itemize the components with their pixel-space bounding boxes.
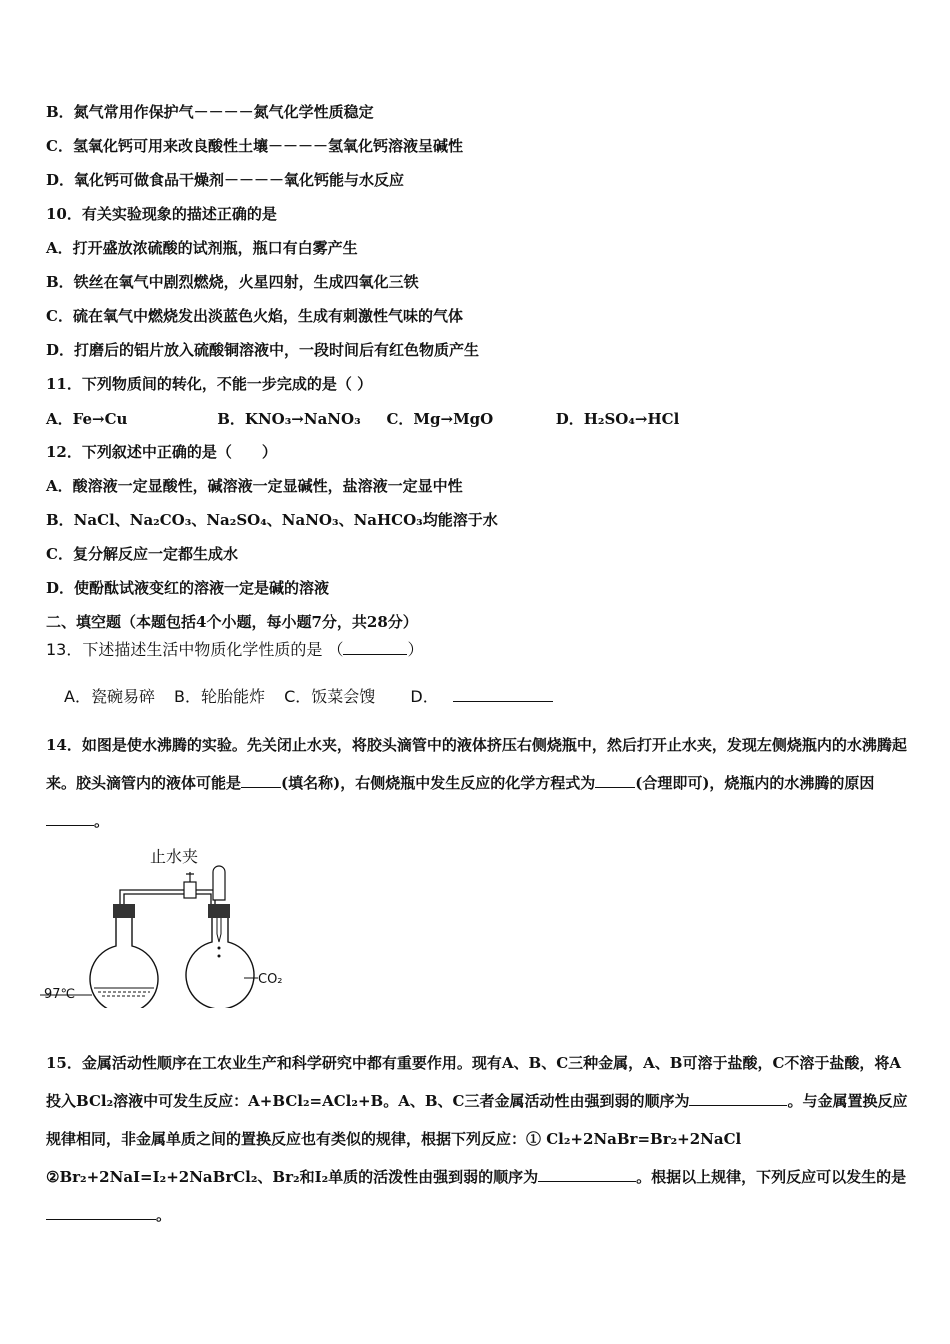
- right-flask: [186, 866, 283, 1008]
- q10-option-b: B．铁丝在氧气中剧烈燃烧，火星四射，生成四氧化三铁: [46, 273, 419, 291]
- q14-part3: (合理即可)，烧瓶内的水沸腾的原因: [635, 774, 875, 792]
- q10-stem: 10．有关实验现象的描述正确的是: [46, 205, 277, 223]
- q12-option-a: A．酸溶液一定显酸性，碱溶液一定显碱性，盐溶液一定显中性: [46, 477, 463, 495]
- q12-option-d: D．使酚酞试液变红的溶液一定是碱的溶液: [46, 579, 330, 597]
- q15-blank-reaction[interactable]: [46, 1203, 156, 1220]
- q13-option-d-blank[interactable]: [453, 685, 553, 702]
- q10-option-a: A．打开盛放浓硫酸的试剂瓶，瓶口有白雾产生: [46, 239, 358, 257]
- section-heading-fill-in: 二、填空题（本题包括4个小题，每小题7分，共28分）: [46, 613, 418, 631]
- q14-blank-liquid[interactable]: [241, 771, 281, 788]
- q13-stem: [46, 638, 423, 660]
- q15-part3: 。根据以上规律，下列反应可以发生的是: [636, 1168, 907, 1186]
- temperature-label: 97℃: [44, 987, 76, 1002]
- rubber-dropper: [213, 866, 225, 900]
- q14-part2: (填名称)，右侧烧瓶中发生反应的化学方程式为: [281, 774, 596, 792]
- q13-option-d: [410, 684, 566, 707]
- water-clamp: [184, 872, 196, 898]
- q9-option-b: B．氮气常用作保护气－－－－氮气化学性质稳定: [46, 103, 374, 121]
- boiling-apparatus-diagram: [40, 838, 300, 1008]
- q13-option-a: A．瓷碗易碎: [64, 687, 155, 706]
- q12-stem: 12．下列叙述中正确的是（ ）: [46, 443, 277, 461]
- q14-blank-reason[interactable]: [46, 809, 94, 826]
- left-flask: [40, 904, 158, 1008]
- q11-option-d: D．H₂SO₄→HCl: [555, 410, 680, 428]
- q11-option-b: B．KNO₃→NaNO₃: [217, 410, 361, 428]
- q15-blank-halogen-order[interactable]: [538, 1165, 636, 1182]
- q14-text: [46, 726, 908, 840]
- q15-text: [46, 1044, 908, 1234]
- q11-option-c: C．Mg→MgO: [386, 410, 494, 428]
- q12-option-b: B．NaCl、Na₂CO₃、Na₂SO₄、NaNO₃、NaHCO₃均能溶于水: [46, 511, 498, 529]
- q15-blank-metal-order[interactable]: [689, 1089, 787, 1106]
- q10-option-c: C．硫在氧气中燃烧发出淡蓝色火焰，生成有刺激性气味的气体: [46, 307, 463, 325]
- q15-part4: 。: [156, 1206, 172, 1224]
- left-stopper: [113, 904, 135, 918]
- q14-part4: 。: [94, 812, 110, 830]
- q11-options: [46, 408, 679, 429]
- q9-option-d: D．氧化钙可做食品干燥剂－－－－氧化钙能与水反应: [46, 171, 405, 189]
- q13-stem-text: 13．下述描述生活中物质化学性质的是 （: [46, 640, 344, 659]
- q13-option-d-label: D．: [410, 687, 439, 706]
- clamp-label: 止水夹: [150, 847, 199, 866]
- q13-option-b: B．轮胎能炸: [174, 687, 266, 706]
- q14-blank-equation[interactable]: [595, 771, 635, 788]
- right-stopper: [208, 904, 230, 918]
- q12-option-c: C．复分解反应一定都生成水: [46, 545, 238, 563]
- q13-option-c: C．饭菜会馊: [284, 687, 376, 706]
- q9-option-c: C．氢氧化钙可用来改良酸性土壤－－－－氢氧化钙溶液呈碱性: [46, 137, 463, 155]
- q15-part1: 15．金属活动性顺序在工农业生产和科学研究中都有重要作用。现有A、B、C三种金属，A、B可溶于盐酸，C不溶于盐酸，将A投入BCl₂溶液中可发生反应：A+BCl₂=ACl₂+B。A、B、C三者金属活动性由强到弱的顺序为: [46, 1054, 902, 1110]
- q13-options: [64, 684, 567, 707]
- q14-part1: 14．如图是使水沸腾的实验。先关闭止水夹，将胶头滴管中的液体挤压右侧烧瓶中，然后打开止水夹，发现左侧烧瓶内的水沸腾起来。胶头滴管内的液体可能是: [46, 736, 907, 792]
- q13-stem-end: ）: [407, 640, 424, 659]
- q13-blank[interactable]: [343, 638, 407, 655]
- gas-label: CO₂: [258, 972, 283, 987]
- q10-option-d: D．打磨后的铝片放入硫酸铜溶液中，一段时间后有红色物质产生: [46, 341, 480, 359]
- q11-stem: 11．下列物质间的转化，不能一步完成的是（ ）: [46, 375, 373, 393]
- q11-option-a: A．Fe→Cu: [46, 410, 128, 428]
- q15-part2: 。与金属置换反应规律相同，非金属单质之间的置换反应也有类似的规律，根据下列反应：① Cl₂+2NaBr=Br₂+2NaCl ②Br₂+2NaI=I₂+2NaBrCl₂、Br₂和I₂单质的活泼性由强到弱的顺序为: [46, 1092, 908, 1186]
